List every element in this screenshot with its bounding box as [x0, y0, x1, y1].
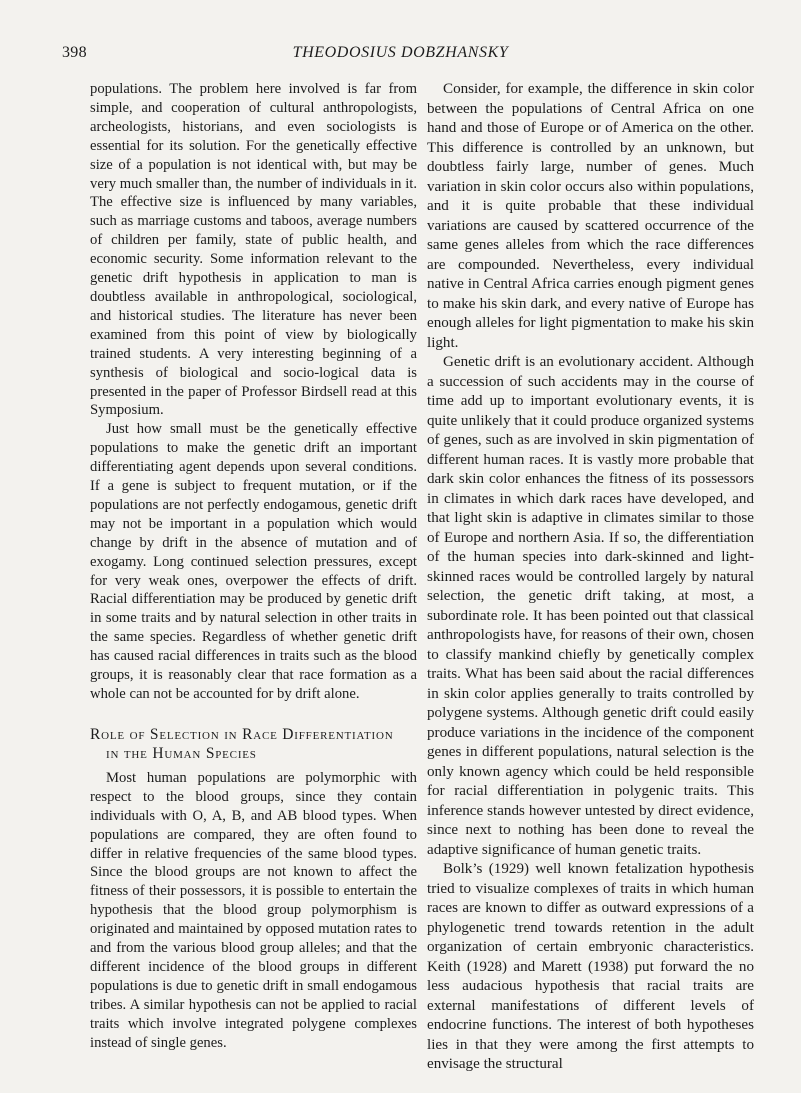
running-head: THEODOSIUS DOBZHANSKY [292, 44, 509, 61]
section-heading-line2: in the Human Species [106, 745, 257, 763]
paragraph: Most human populations are polymorphic with respect to the blood groups, since they contain individuals with O, A, B, and AB blood types. When populations are compared, they are often found to differ in relative frequencies of the same blood types. Since the blood groups are not known to affect the fitness of their possessors, it is possible to entertain the hypothesis that the blood group polymorphism is originated and maintained by opposed mutation rates to and from the various blood group alleles; and that the different incidence of the blood groups in different populations is due to genetic drift in small endogamous tribes. A similar hypothesis can not be applied to racial traits which involve integrated polygene complexes instead of single genes. [90, 769, 417, 1051]
right-column [427, 80, 754, 1075]
paragraph: Consider, for example, the difference in skin color between the populations of Central Africa on one hand and those of Europe or of America on the other. This difference is controlled by an unknown, but doubtless fairly large, number of genes. Much variation in skin color occurs also within populations, and it is quite probable that these individual variations are caused by scattered occurrence of the same genes alleles from which the race differences are compounded. Nevertheless, every individual native in Central Africa carries enough pigment genes to make his skin dark, and every native of Europe has enough alleles for light pigmentation to make his skin light. [427, 81, 754, 351]
section-heading-line1: Role of Selection in Race Differentiation [90, 725, 394, 743]
left-column [90, 80, 417, 1053]
paragraph: Bolk’s (1929) well known fetalization hypothesis tried to visualize complexes of traits in which human races are known to differ as outward expressions of a phylogenetic trend towards retention in the adult organization of certain embryonic characteristics. Keith (1928) and Marett (1938) put forward the no less audacious hypothesis that racial traits are external manifestations of different levels of endocrine functions. The interest of both hypotheses lies in that they were among the first attempts to envisage the structural [427, 861, 754, 1072]
paragraph: Just how small must be the genetically effective populations to make the genetic drift an important differentiating agent depends upon several conditions. If a gene is subject to frequent mutation, or if the populations are not perfectly endogamous, genetic drift may not be important in a population which would change by drift in the absence of mutation and of exogamy. Long continued selection pressures, except for very weak ones, overpower the effects of drift. Racial differentiation may be produced by genetic drift in some traits and by natural selection in other traits in the same species. Regardless of whether genetic drift has caused racial differences in traits such as the blood groups, it is reasonably clear that race formation as a whole can not be accounted for by drift alone. [90, 421, 417, 702]
paragraph: populations. The problem here involved is far from simple, and cooperation of cultural anthropologists, archeologists, historians, and even sociologists is essential for its solution. For the genetically effective size of a population is not identical with, but may be very much smaller than, the number of individuals in it. The effective size is influenced by many variables, such as marriage customs and taboos, average numbers of children per family, state of public health, and economic security. Some information relevant to the genetic drift hypothesis in application to man is doubtless available in anthropological, sociological, and historical studies. The literature has never been examined from this point of view by biologically trained students. A very interesting beginning of a synthesis of biological and socio-logical data is presented in the paper of Professor Birdsell read at this Symposium. [90, 81, 417, 419]
section-heading [90, 725, 417, 764]
page-number: 398 [62, 44, 87, 61]
paragraph: Genetic drift is an evolutionary accident. Although a succession of such accidents may in the course of time add up to important evolutionary events, it is quite unlikely that it could produce organized systems of genes, such as are involved in skin pigmentation of different human races. It is vastly more probable that dark skin color enhances the fitness of its possessors in climates in which dark races have developed, and that light skin is adaptive in climates similar to those of Europe and northern Asia. If so, the differentiation of the human species into dark-skinned and light-skinned races would be controlled largely by natural selection, the genetic drift taking, at most, a subordinate role. It has been pointed out that classical anthropologists have, for reasons of their own, chosen to classify mankind chiefly by genetically complex traits. What has been said about the racial differences in skin color applies generally to traits controlled by polygene systems. Although genetic drift could easily produce variations in the incidence of the component genes in different populations, natural selection is the only known agency which could be held responsible for racial differentiation in polygenic traits. This inference stands however untested by direct evidence, since next to nothing has been done to reveal the adaptive significance of human genetic traits. [427, 354, 754, 858]
